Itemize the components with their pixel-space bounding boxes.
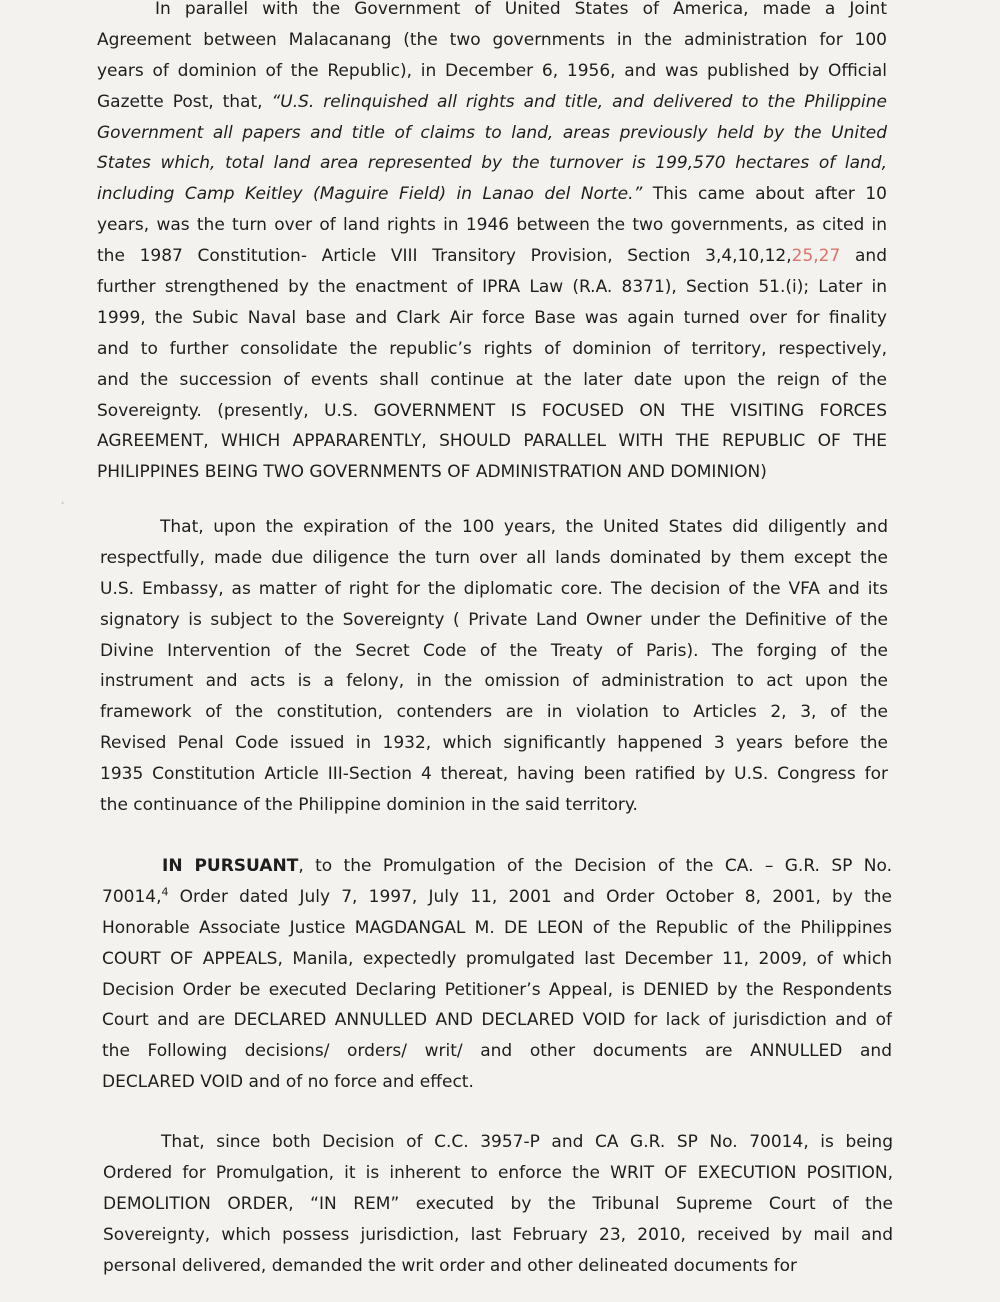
- text-span: 70014,: [102, 886, 162, 907]
- p2-line-10: [100, 790, 888, 821]
- p3-line-2: [102, 882, 892, 913]
- text-span: years of dominion of the Republic), in December 6, 1956, and was published by Official: [97, 60, 887, 81]
- text-span: DEMOLITION ORDER, “IN REM” executed by the Tribunal Supreme Court of the: [103, 1193, 893, 1214]
- text-span: instrument and acts is a felony, in the omission of administration to act upon the: [100, 671, 888, 692]
- p1-line-9: [97, 241, 887, 272]
- p4-line-4: [103, 1220, 893, 1251]
- p4-line-2: [103, 1158, 893, 1189]
- quote-span: “U.S. relinquished all rights and title, and delivered to the Philippine: [271, 91, 887, 112]
- p1-line-1: [97, 0, 887, 25]
- paragraph-1: [97, 0, 887, 488]
- bleed-through-text: .: [60, 489, 66, 509]
- text-span: the Following decisions/ orders/ writ/ and other documents are ANNULLED and: [102, 1041, 892, 1062]
- text-span: signatory is subject to the Sovereignty ( Private Land Owner under the Definitive of the: [100, 609, 888, 630]
- p4-line-3: [103, 1189, 893, 1220]
- bold-lead: IN PURSUANT: [162, 856, 299, 876]
- text-span: COURT OF APPEALS, Manila, expectedly promulgated last December 11, 2009, of which: [102, 948, 892, 969]
- text-span: Agreement between Malacanang (the two governments in the administration for 100: [97, 29, 887, 50]
- p1-line-14: [97, 396, 887, 427]
- p1-line-7: [97, 179, 887, 210]
- p1-line-11: [97, 303, 887, 334]
- p2-line-7: [100, 697, 888, 728]
- quote-span: States which, total land area represented by the turnover is 199,570 hectares of land,: [97, 153, 887, 174]
- p2-line-6: [100, 666, 888, 697]
- p1-line-13: [97, 365, 887, 396]
- p3-line-3: [102, 913, 892, 944]
- p2-line-1: [100, 512, 888, 543]
- text-span: AGREEMENT, WHICH APPARARENTLY, SHOULD PARALLEL WITH THE REPUBLIC OF THE: [97, 431, 887, 452]
- p3-line-4: [102, 944, 892, 975]
- text-span: years, was the turn over of land rights in 1946 between the two governments, as cited in: [97, 215, 887, 236]
- red-annotation: 25,27: [791, 246, 841, 267]
- text-span: and the succession of events shall continue at the later date upon the reign of the: [97, 369, 887, 390]
- text-span: Order dated July 7, 1997, July 11, 2001 and Order October 8, 2001, by the: [168, 886, 892, 907]
- p1-line-4: [97, 87, 887, 118]
- text-span: further strengthened by the enactment of IPRA Law (R.A. 8371), Section 51.(i); Later in: [97, 277, 887, 298]
- text-span: framework of the constitution, contenders are in violation to Articles 2, 3, of the: [100, 702, 888, 723]
- p2-line-2: [100, 543, 888, 574]
- p1-line-8: [97, 210, 887, 241]
- text-span: Gazette Post, that,: [97, 91, 272, 112]
- p1-line-15: [97, 426, 887, 457]
- p2-line-5: [100, 636, 888, 667]
- text-span: the 1987 Constitution- Article VIII Transitory Provision, Section 3,4,10,12,: [97, 246, 792, 267]
- text-span: Sovereignty, which possess jurisdiction, last February 23, 2010, received by mail and: [103, 1224, 893, 1245]
- quote-span: including Camp Keitley (Maguire Field) in Lanao del Norte.”: [97, 184, 643, 205]
- text-span: the continuance of the Philippine dominion in the said territory.: [100, 795, 638, 816]
- text-span: DECLARED VOID and of no force and effect.: [102, 1072, 474, 1093]
- text-span: PHILIPPINES BEING TWO GOVERNMENTS OF ADMINISTRATION AND DOMINION): [97, 462, 767, 483]
- p1-line-2: [97, 25, 887, 56]
- text-span: Sovereignty. (presently, U.S. GOVERNMENT IS FOCUSED ON THE VISITING FORCES: [97, 400, 887, 421]
- p1-line-12: [97, 334, 887, 365]
- p2-line-3: [100, 574, 888, 605]
- text-span: respectfully, made due diligence the turn over all lands dominated by them except the: [100, 547, 888, 568]
- p1-line-10: [97, 272, 887, 303]
- text-span: Revised Penal Code issued in 1932, which significantly happened 3 years before the: [100, 733, 888, 754]
- p3-line-8: [102, 1067, 892, 1098]
- p3-line-6: [102, 1005, 892, 1036]
- p1-line-5: [97, 118, 887, 149]
- p2-line-4: [100, 605, 888, 636]
- text-span: 1999, the Subic Naval base and Clark Air force Base was again turned over for finality: [97, 307, 887, 328]
- p4-line-5: [103, 1251, 893, 1282]
- text-span: That, since both Decision of C.C. 3957-P and CA G.R. SP No. 70014, is being: [161, 1132, 893, 1152]
- p2-line-9: [100, 759, 888, 790]
- text-span: and: [840, 246, 887, 267]
- p2-line-8: [100, 728, 888, 759]
- p3-line-1: [102, 851, 892, 882]
- text-span: 1935 Constitution Article III-Section 4 thereat, having been ratified by U.S. Congress for: [100, 764, 888, 785]
- text-span: This came about after 10: [642, 184, 887, 205]
- text-span: Decision Order be executed Declaring Petitioner’s Appeal, is DENIED by the Respondents: [102, 979, 892, 1000]
- paragraph-4: [103, 1127, 893, 1281]
- text-span: Court and are DECLARED ANNULLED AND DECLARED VOID for lack of jurisdiction and of: [102, 1010, 892, 1031]
- text-span: Divine Intervention of the Secret Code of the Treaty of Paris). The forging of the: [100, 640, 888, 661]
- text-span: personal delivered, demanded the writ order and other delineated documents for: [103, 1255, 798, 1276]
- p1-line-3: [97, 56, 887, 87]
- quote-span: Government all papers and title of claims to land, areas previously held by the United: [97, 122, 887, 143]
- text-span: Ordered for Promulgation, it is inherent to enforce the WRIT OF EXECUTION POSITION,: [103, 1162, 893, 1183]
- text-span: U.S. Embassy, as matter of right for the diplomatic core. The decision of the VFA and its: [100, 578, 888, 599]
- paragraph-2: [100, 512, 888, 821]
- text-span: and to further consolidate the republic’s rights of dominion of territory, respectively,: [97, 338, 887, 359]
- p4-line-1: [103, 1127, 893, 1158]
- footnote-marker: 4: [161, 885, 169, 899]
- text-span: , to the Promulgation of the Decision of the CA. – G.R. SP No.: [298, 856, 892, 876]
- p3-line-7: [102, 1036, 892, 1067]
- p3-line-5: [102, 975, 892, 1006]
- text-span: That, upon the expiration of the 100 years, the United States did diligently and: [160, 517, 888, 537]
- text-span: In parallel with the Government of United States of America, made a Joint: [155, 0, 887, 19]
- p1-line-6: [97, 148, 887, 179]
- paragraph-3: [102, 851, 892, 1098]
- text-span: Honorable Associate Justice MAGDANGAL M. DE LEON of the Republic of the Philippines: [102, 917, 892, 938]
- p1-line-16: [97, 457, 887, 488]
